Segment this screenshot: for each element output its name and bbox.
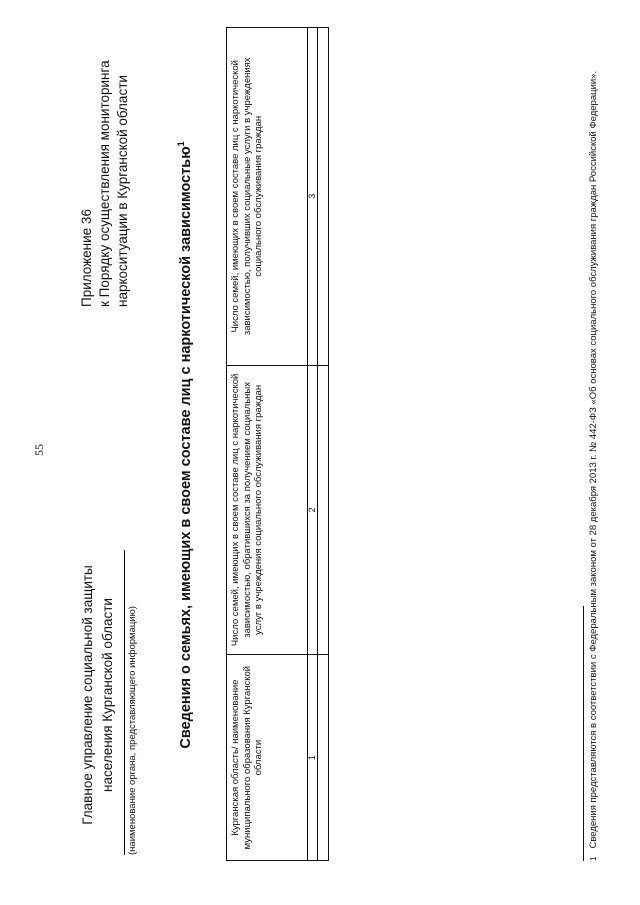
appendix-reference-line2: наркоситуации в Курганской области — [115, 75, 130, 307]
title-footnote-mark: 1 — [176, 141, 186, 147]
appendix-block — [78, 27, 132, 307]
document-title — [176, 135, 194, 755]
organization-name — [78, 535, 118, 855]
table-cell-empty — [318, 655, 329, 861]
report-table — [226, 27, 329, 861]
appendix-number: Приложение 36 — [79, 209, 94, 307]
column-number-2: 2 — [308, 365, 318, 655]
header-families-applied: Число семей, имеющих в своем составе лиц с наркотической зависимостью, обратившихся за получением социальных услуг в учреждения социального обслуживания граждан — [227, 365, 308, 655]
footnote-text: Сведения представляются в соответствии с Федеральным законом от 28 декабря 2013 г. № 442-ФЗ «Об основах социального обслуживания граждан Российской Федерации». — [588, 70, 599, 849]
column-number-3: 3 — [308, 28, 318, 366]
appendix-reference-line1: к Порядку осуществления мониторинга — [97, 60, 112, 307]
table-cell-empty — [318, 365, 329, 655]
organization-block — [78, 475, 138, 855]
organization-name-line2: населения Курганской области — [100, 598, 115, 792]
table-column-numbers-row — [308, 28, 318, 861]
footnote-mark: 1 — [589, 856, 598, 861]
footnote-divider — [583, 606, 584, 861]
footnote — [588, 31, 600, 861]
column-number-1: 1 — [308, 655, 318, 861]
document-title-text: Сведения о семьях, имеющих в своем составе лиц с наркотической зависимостью — [177, 146, 194, 749]
table-row — [318, 28, 329, 861]
page-number: 55 — [32, 444, 46, 456]
organization-name-line1: Главное управление социальной защиты — [80, 565, 95, 825]
table-header-row — [227, 28, 308, 861]
header-families-received: Число семей, имеющих в своем составе лиц с наркотической зависимостью, получивших социальные услуги в учреждениях социального обслуживания граждан — [227, 28, 308, 366]
table-cell-empty — [318, 28, 329, 366]
header-region: Курганская область/ наименование муниципального образования Курганской области — [227, 655, 308, 861]
organization-caption: (наименование органа, представляющего информацию) — [124, 550, 138, 855]
